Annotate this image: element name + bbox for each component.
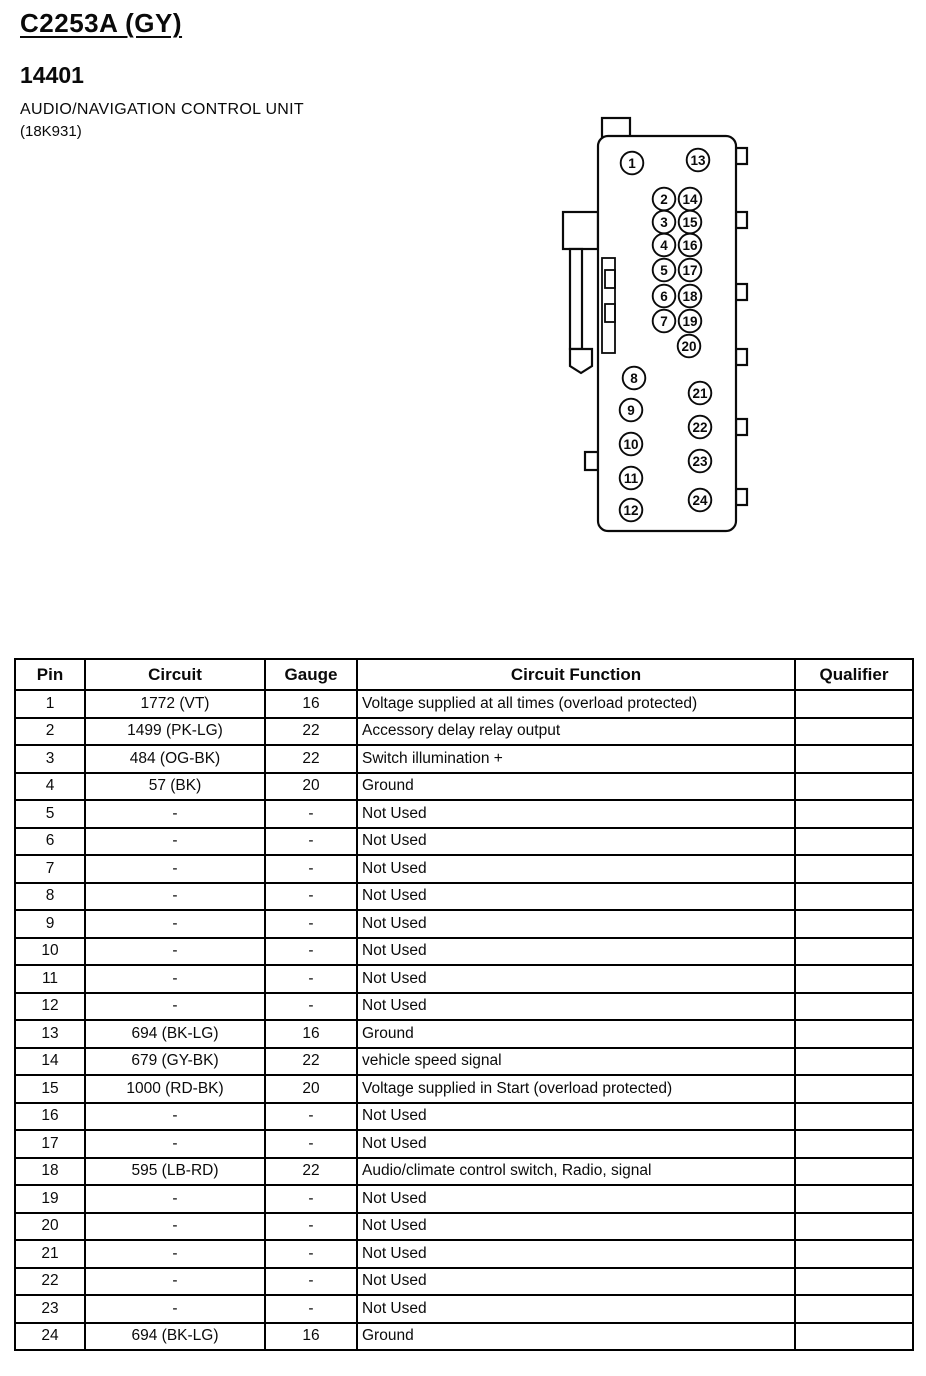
table-row bbox=[15, 993, 913, 1021]
svg-text:3: 3 bbox=[660, 215, 668, 230]
connector-pin-5 bbox=[653, 259, 676, 282]
svg-text:20: 20 bbox=[681, 339, 697, 354]
circuit-cell: - bbox=[85, 993, 265, 1021]
connector-pin-10 bbox=[620, 433, 643, 456]
function-cell: Not Used bbox=[357, 1103, 795, 1131]
table-row bbox=[15, 1130, 913, 1158]
circuit-cell: - bbox=[85, 938, 265, 966]
qualifier-cell bbox=[795, 773, 913, 801]
svg-text:8: 8 bbox=[630, 371, 638, 386]
qualifier-cell bbox=[795, 938, 913, 966]
gauge-cell: - bbox=[265, 1213, 357, 1241]
qualifier-cell bbox=[795, 1020, 913, 1048]
connector-pin-11 bbox=[620, 467, 643, 490]
pin-cell: 2 bbox=[15, 718, 85, 746]
qualifier-cell bbox=[795, 1185, 913, 1213]
gauge-cell: 22 bbox=[265, 1048, 357, 1076]
qualifier-cell bbox=[795, 800, 913, 828]
function-cell: Not Used bbox=[357, 855, 795, 883]
table-row bbox=[15, 1295, 913, 1323]
pin-cell: 14 bbox=[15, 1048, 85, 1076]
svg-text:11: 11 bbox=[623, 471, 639, 486]
qualifier-cell bbox=[795, 1323, 913, 1351]
connector-id-title: C2253A (GY) bbox=[20, 8, 183, 38]
circuit-cell: 694 (BK-LG) bbox=[85, 1020, 265, 1048]
qualifier-cell bbox=[795, 1158, 913, 1186]
table-row bbox=[15, 965, 913, 993]
table-row bbox=[15, 745, 913, 773]
table-row bbox=[15, 855, 913, 883]
table-row bbox=[15, 1268, 913, 1296]
gauge-cell: - bbox=[265, 855, 357, 883]
connector-pin-8 bbox=[623, 367, 646, 390]
qualifier-cell bbox=[795, 910, 913, 938]
table-header-row bbox=[15, 659, 913, 690]
table-row bbox=[15, 1075, 913, 1103]
svg-text:15: 15 bbox=[682, 215, 698, 230]
svg-text:4: 4 bbox=[660, 238, 668, 253]
qualifier-cell bbox=[795, 1268, 913, 1296]
circuit-cell: - bbox=[85, 910, 265, 938]
table-row bbox=[15, 938, 913, 966]
pin-cell: 21 bbox=[15, 1240, 85, 1268]
table-row bbox=[15, 1185, 913, 1213]
circuit-cell: 679 (GY-BK) bbox=[85, 1048, 265, 1076]
svg-text:14: 14 bbox=[682, 192, 698, 207]
pin-cell: 9 bbox=[15, 910, 85, 938]
function-cell: Not Used bbox=[357, 883, 795, 911]
pin-cell: 11 bbox=[15, 965, 85, 993]
gauge-cell: - bbox=[265, 993, 357, 1021]
svg-text:24: 24 bbox=[692, 493, 708, 508]
circuit-cell: - bbox=[85, 965, 265, 993]
circuit-cell: 694 (BK-LG) bbox=[85, 1323, 265, 1351]
gauge-cell: - bbox=[265, 1268, 357, 1296]
pin-cell: 10 bbox=[15, 938, 85, 966]
connector-pin-12 bbox=[620, 499, 643, 522]
pin-cell: 12 bbox=[15, 993, 85, 1021]
pin-cell: 3 bbox=[15, 745, 85, 773]
pin-cell: 8 bbox=[15, 883, 85, 911]
table-row bbox=[15, 1048, 913, 1076]
svg-text:12: 12 bbox=[623, 503, 639, 518]
connector-pin-16 bbox=[679, 234, 702, 257]
gauge-cell: - bbox=[265, 910, 357, 938]
qualifier-cell bbox=[795, 965, 913, 993]
table-row bbox=[15, 1213, 913, 1241]
col-header-qualifier: Qualifier bbox=[795, 659, 913, 690]
gauge-cell: - bbox=[265, 1240, 357, 1268]
circuit-cell: 1772 (VT) bbox=[85, 690, 265, 718]
gauge-cell: - bbox=[265, 883, 357, 911]
connector-diagram bbox=[555, 108, 770, 543]
connector-pin-3 bbox=[653, 211, 676, 234]
svg-text:22: 22 bbox=[692, 420, 708, 435]
svg-text:9: 9 bbox=[627, 403, 635, 418]
connector-pin-23 bbox=[689, 450, 712, 473]
function-cell: Not Used bbox=[357, 1130, 795, 1158]
pin-cell: 6 bbox=[15, 828, 85, 856]
circuit-cell: - bbox=[85, 828, 265, 856]
table-row bbox=[15, 828, 913, 856]
table-row bbox=[15, 718, 913, 746]
table-row bbox=[15, 883, 913, 911]
qualifier-cell bbox=[795, 855, 913, 883]
part-number: 14401 bbox=[20, 62, 84, 88]
connector-pin-20 bbox=[678, 335, 701, 358]
gauge-cell: 16 bbox=[265, 1323, 357, 1351]
table-row bbox=[15, 1103, 913, 1131]
connector-pin-24 bbox=[689, 489, 712, 512]
qualifier-cell bbox=[795, 1048, 913, 1076]
pin-cell: 15 bbox=[15, 1075, 85, 1103]
gauge-cell: - bbox=[265, 965, 357, 993]
connector-pin-7 bbox=[653, 310, 676, 333]
pin-cell: 20 bbox=[15, 1213, 85, 1241]
gauge-cell: - bbox=[265, 938, 357, 966]
connector-pin-2 bbox=[653, 188, 676, 211]
svg-text:5: 5 bbox=[660, 263, 668, 278]
circuit-cell: - bbox=[85, 1268, 265, 1296]
pin-cell: 24 bbox=[15, 1323, 85, 1351]
qualifier-cell bbox=[795, 1213, 913, 1241]
connector-pin-14 bbox=[679, 188, 702, 211]
pin-cell: 18 bbox=[15, 1158, 85, 1186]
svg-text:6: 6 bbox=[660, 289, 668, 304]
gauge-cell: - bbox=[265, 1130, 357, 1158]
qualifier-cell bbox=[795, 883, 913, 911]
circuit-cell: 57 (BK) bbox=[85, 773, 265, 801]
function-cell: Not Used bbox=[357, 993, 795, 1021]
circuit-cell: 595 (LB-RD) bbox=[85, 1158, 265, 1186]
gauge-cell: - bbox=[265, 1103, 357, 1131]
circuit-cell: - bbox=[85, 1103, 265, 1131]
qualifier-cell bbox=[795, 745, 913, 773]
function-cell: Voltage supplied in Start (overload protected) bbox=[357, 1075, 795, 1103]
svg-text:10: 10 bbox=[623, 437, 639, 452]
circuit-cell: - bbox=[85, 1240, 265, 1268]
qualifier-cell bbox=[795, 1103, 913, 1131]
function-cell: Not Used bbox=[357, 1185, 795, 1213]
gauge-cell: - bbox=[265, 1185, 357, 1213]
pin-cell: 7 bbox=[15, 855, 85, 883]
gauge-cell: - bbox=[265, 800, 357, 828]
gauge-cell: 20 bbox=[265, 1075, 357, 1103]
qualifier-cell bbox=[795, 828, 913, 856]
connector-pin-18 bbox=[679, 285, 702, 308]
svg-text:7: 7 bbox=[660, 314, 668, 329]
function-cell: Not Used bbox=[357, 828, 795, 856]
function-cell: Not Used bbox=[357, 938, 795, 966]
gauge-cell: 20 bbox=[265, 773, 357, 801]
table-row bbox=[15, 690, 913, 718]
gauge-cell: - bbox=[265, 1295, 357, 1323]
svg-text:16: 16 bbox=[682, 238, 698, 253]
circuit-cell: - bbox=[85, 1295, 265, 1323]
pin-cell: 23 bbox=[15, 1295, 85, 1323]
col-header-circuit: Circuit bbox=[85, 659, 265, 690]
connector-pin-17 bbox=[679, 259, 702, 282]
connector-pin-4 bbox=[653, 234, 676, 257]
qualifier-cell bbox=[795, 1075, 913, 1103]
table-row bbox=[15, 1323, 913, 1351]
function-cell: Not Used bbox=[357, 910, 795, 938]
pin-cell: 4 bbox=[15, 773, 85, 801]
qualifier-cell bbox=[795, 1130, 913, 1158]
connector-pin-22 bbox=[689, 416, 712, 439]
connector-pin-19 bbox=[679, 310, 702, 333]
function-cell: Not Used bbox=[357, 1295, 795, 1323]
svg-text:23: 23 bbox=[692, 454, 708, 469]
svg-text:17: 17 bbox=[682, 263, 698, 278]
col-header-function: Circuit Function bbox=[357, 659, 795, 690]
function-cell: Switch illumination + bbox=[357, 745, 795, 773]
function-cell: Audio/climate control switch, Radio, signal bbox=[357, 1158, 795, 1186]
pin-cell: 5 bbox=[15, 800, 85, 828]
function-cell: Ground bbox=[357, 773, 795, 801]
pin-cell: 22 bbox=[15, 1268, 85, 1296]
circuit-cell: - bbox=[85, 1185, 265, 1213]
pin-cell: 13 bbox=[15, 1020, 85, 1048]
circuit-cell: - bbox=[85, 1213, 265, 1241]
function-cell: Accessory delay relay output bbox=[357, 718, 795, 746]
qualifier-cell bbox=[795, 1295, 913, 1323]
connector-pin-15 bbox=[679, 211, 702, 234]
table-row bbox=[15, 1158, 913, 1186]
pinout-table bbox=[14, 658, 914, 1351]
table-row bbox=[15, 910, 913, 938]
connector-pin-13 bbox=[687, 149, 710, 172]
function-cell: Not Used bbox=[357, 800, 795, 828]
qualifier-cell bbox=[795, 993, 913, 1021]
connector-pin-21 bbox=[689, 382, 712, 405]
gauge-cell: 22 bbox=[265, 745, 357, 773]
table-row bbox=[15, 1020, 913, 1048]
function-cell: Not Used bbox=[357, 965, 795, 993]
svg-text:13: 13 bbox=[690, 153, 706, 168]
part-code: (18K931) bbox=[20, 123, 82, 140]
circuit-cell: - bbox=[85, 800, 265, 828]
component-name: AUDIO/NAVIGATION CONTROL UNIT bbox=[20, 101, 304, 118]
function-cell: Not Used bbox=[357, 1213, 795, 1241]
connector-pin-9 bbox=[620, 399, 643, 422]
col-header-gauge: Gauge bbox=[265, 659, 357, 690]
gauge-cell: 22 bbox=[265, 1158, 357, 1186]
function-cell: vehicle speed signal bbox=[357, 1048, 795, 1076]
connector-pin-1 bbox=[621, 152, 644, 175]
circuit-cell: 1000 (RD-BK) bbox=[85, 1075, 265, 1103]
circuit-cell: - bbox=[85, 883, 265, 911]
svg-text:1: 1 bbox=[628, 156, 636, 171]
function-cell: Ground bbox=[357, 1323, 795, 1351]
svg-text:21: 21 bbox=[692, 386, 708, 401]
function-cell: Not Used bbox=[357, 1268, 795, 1296]
gauge-cell: - bbox=[265, 828, 357, 856]
function-cell: Voltage supplied at all times (overload protected) bbox=[357, 690, 795, 718]
table-row bbox=[15, 800, 913, 828]
gauge-cell: 16 bbox=[265, 1020, 357, 1048]
svg-text:19: 19 bbox=[682, 314, 698, 329]
table-row bbox=[15, 773, 913, 801]
gauge-cell: 22 bbox=[265, 718, 357, 746]
pin-cell: 17 bbox=[15, 1130, 85, 1158]
circuit-cell: - bbox=[85, 855, 265, 883]
qualifier-cell bbox=[795, 718, 913, 746]
pin-cell: 19 bbox=[15, 1185, 85, 1213]
table-row bbox=[15, 1240, 913, 1268]
circuit-cell: 484 (OG-BK) bbox=[85, 745, 265, 773]
gauge-cell: 16 bbox=[265, 690, 357, 718]
svg-text:18: 18 bbox=[682, 289, 698, 304]
qualifier-cell bbox=[795, 690, 913, 718]
pin-cell: 16 bbox=[15, 1103, 85, 1131]
circuit-cell: 1499 (PK-LG) bbox=[85, 718, 265, 746]
circuit-cell: - bbox=[85, 1130, 265, 1158]
qualifier-cell bbox=[795, 1240, 913, 1268]
pin-cell: 1 bbox=[15, 690, 85, 718]
connector-pin-6 bbox=[653, 285, 676, 308]
function-cell: Not Used bbox=[357, 1240, 795, 1268]
svg-text:2: 2 bbox=[660, 192, 668, 207]
col-header-pin: Pin bbox=[15, 659, 85, 690]
function-cell: Ground bbox=[357, 1020, 795, 1048]
